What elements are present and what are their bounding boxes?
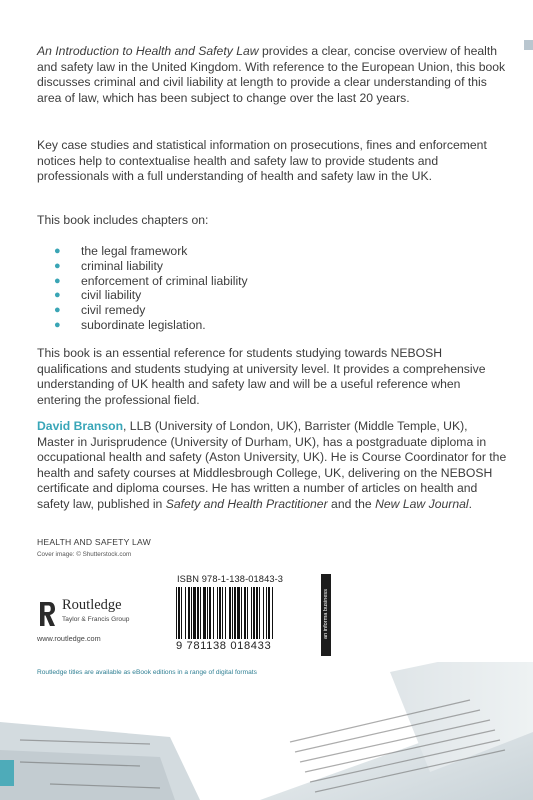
list-item: ● civil liability xyxy=(54,288,142,303)
ebook-note: Routledge titles are available as eBook editions in a range of digital formats xyxy=(37,669,257,676)
routledge-logo-icon xyxy=(37,600,57,628)
publisher-url: www.routledge.com xyxy=(37,634,101,643)
list-item: ● criminal liability xyxy=(54,258,163,273)
bullet-icon: ● xyxy=(54,274,61,287)
key-cases-paragraph: Key case studies and statistical information on prosecutions, fines and enforcement notices help to contextualise health and safety law to provide students and professionals with a full understanding of health and safety law in the UK. xyxy=(37,138,487,184)
informa-label: an informa business xyxy=(323,588,329,640)
series-label: HEALTH AND SAFETY LAW xyxy=(37,537,151,547)
bullet-icon: ● xyxy=(54,304,61,317)
cover-credit: Cover image: © Shutterstock.com xyxy=(37,551,132,558)
isbn-label: ISBN 978-1-138-01843-3 xyxy=(177,574,284,584)
list-item: ● the legal framework xyxy=(54,244,188,258)
intro-text: provides a clear, concise overview of health and safety law in the United Kingdom. With reference to the European Union, this book discusses criminal and civil liability at length to provide a clear understanding of this area of law, which has been subject to change over the last 20 years. xyxy=(37,44,506,105)
publisher-name: Routledge xyxy=(62,597,122,613)
barcode-digits: 9 781138 018433 xyxy=(176,640,272,652)
bullet-icon: ● xyxy=(54,245,61,257)
journal-name: Safety and Health Practitioner xyxy=(165,496,328,511)
book-title: An Introduction to Health and Safety Law xyxy=(37,44,259,58)
bullet-icon: ● xyxy=(54,289,61,302)
author-name: David Branson xyxy=(37,419,124,433)
journal-name: New Law Journal xyxy=(375,496,469,511)
cover-photo xyxy=(0,662,533,800)
publisher-logo xyxy=(37,597,157,647)
barcode-icon xyxy=(176,587,307,639)
chapter-list xyxy=(52,244,248,333)
includes-paragraph: This book includes chapters on: xyxy=(37,213,209,227)
list-item: ● civil remedy xyxy=(54,303,146,318)
list-item: ● enforcement of criminal liability xyxy=(54,273,248,288)
bullet-icon: ● xyxy=(54,318,61,331)
publisher-subtitle: Taylor & Francis Group xyxy=(62,616,130,623)
edge-tab xyxy=(524,40,533,50)
author-bio: David Branson, LLB (University of London, UK), Barrister (Middle Temple, UK), Master in Jurisprudence (University of Durham, UK), has a postgraduate diploma in occupational health and safety (Aston University, UK). He is Course Coordinator for the health and safety courses at Middlesbrough College, UK, delivering on the NEBOSH certificate and diploma courses. He has written a number of articles on health and safety law, published in Safety and Health Practitioner and the New Law Journal. xyxy=(37,419,507,511)
intro-paragraph xyxy=(37,44,507,106)
list-item: ● subordinate legislation. xyxy=(54,317,206,332)
informa-strip xyxy=(321,574,331,656)
essential-paragraph: This book is an essential reference for students studying towards NEBOSH qualifications and students studying at university level. It provides a comprehensive understanding of UK health and safety law and will be a useful reference when entering the professional field. xyxy=(37,346,486,407)
bullet-icon: ● xyxy=(54,259,61,272)
